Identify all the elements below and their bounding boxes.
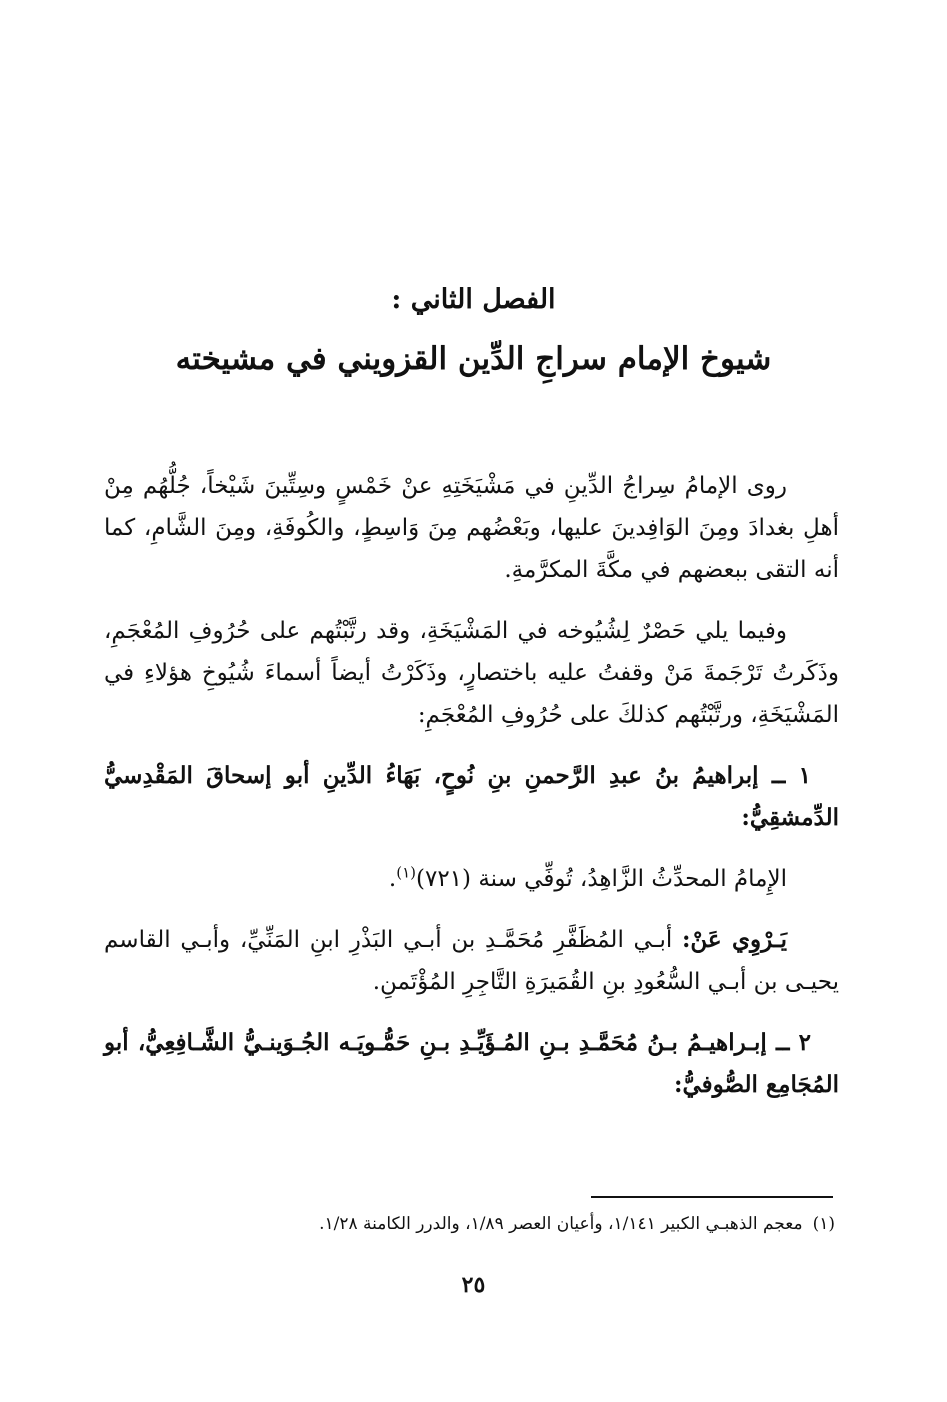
- footnote-reference: (١): [396, 863, 416, 882]
- intro-paragraph: روى الإمامُ سِراجُ الدِّينِ في مَشْيَخَتِهِ عنْ خَمْسٍ وسِتِّينَ شَيْخاً، جُلُّهُم مِنْ أهلِ بغدادَ ومِنَ الوَافِدينَ عليها، وبَعْضُهم مِنَ وَاسِطٍ، والكُوفَةِ، ومِنَ الشَّامِ، كما أنه التقى ببعضهم في مكَّةَ المكرَّمةِ.: [104, 473, 839, 583]
- entry-1-narrates-from: [104, 919, 839, 1003]
- entry-1-description: [104, 858, 839, 900]
- method-paragraph: وفيما يلي حَصْرٌ لِشُيُوخه في المَشْيَخَةِ، وقد رتَّبْتُهم على حُرُوفِ المُعْجَمِ، وذَكَرتُ تَرْجَمةَ مَنْ وقفتُ عليه باختصارٍ، وذَكَرْتُ أيضاً أسماءَ شُيُوخِ هؤلاءِ في المَشْيَخَةِ، ورتَّبْتُهم كذلكَ على حُرُوفِ المُعْجَمِ:: [104, 618, 839, 728]
- entry-1-heading: ١ ــ إبراهيمُ بنُ عبدِ الرَّحمنِ بنِ نُوحٍ، بَهَاءُ الدِّينِ أبو إسحاقَ المَقْدِسيُّ الدِّمشقِيُّ:: [104, 762, 839, 831]
- entry-1-description-text: الإِمامُ المحدِّثُ الزَّاهِدُ، تُوفِّي سنة (٧٢١): [415, 866, 787, 892]
- footnote-divider: [591, 1196, 833, 1198]
- footnote-text: معجم الذهبـي الكبير ١/١٤١، وأعيان العصر ١/٨٩، والدرر الكامنة ١/٢٨.: [319, 1214, 803, 1234]
- body-text: [104, 465, 839, 1125]
- page-number: ٢٥: [461, 1272, 486, 1298]
- chapter-label: الفصل الثاني :: [391, 284, 556, 315]
- narrates-from-label: يَـرْوِي عَنْ:: [681, 926, 787, 953]
- narrates-from-text: أبـي المُظَفَّرِ مُحَمَّـدِ بن أبـي البَذْرِ ابنِ المَنِّيِّ، وأبـي القاسم يحيـى بن أبـي السُّعُودِ بنِ القُمَيرَةِ التَّاجِرِ المُؤْتَمنِ.: [104, 927, 839, 995]
- footnote: [104, 1210, 835, 1238]
- footnote-number: (١): [812, 1214, 835, 1234]
- entry-2-heading: ٢ ــ إبـراهيـمُ بـنُ مُحَمَّـدِ بـنِ المُـؤَيِّـدِ بـنِ حَمُّـويَـه الجُـوَينـيُّ الشَّـافِعِيُّ، أبو المُجَامِع الصُّوفيُّ:: [104, 1029, 839, 1098]
- chapter-title: شيوخ الإمام سراجِ الدِّين القزويني في مشيخته: [175, 341, 772, 377]
- entry-1-description-end: .: [388, 866, 397, 892]
